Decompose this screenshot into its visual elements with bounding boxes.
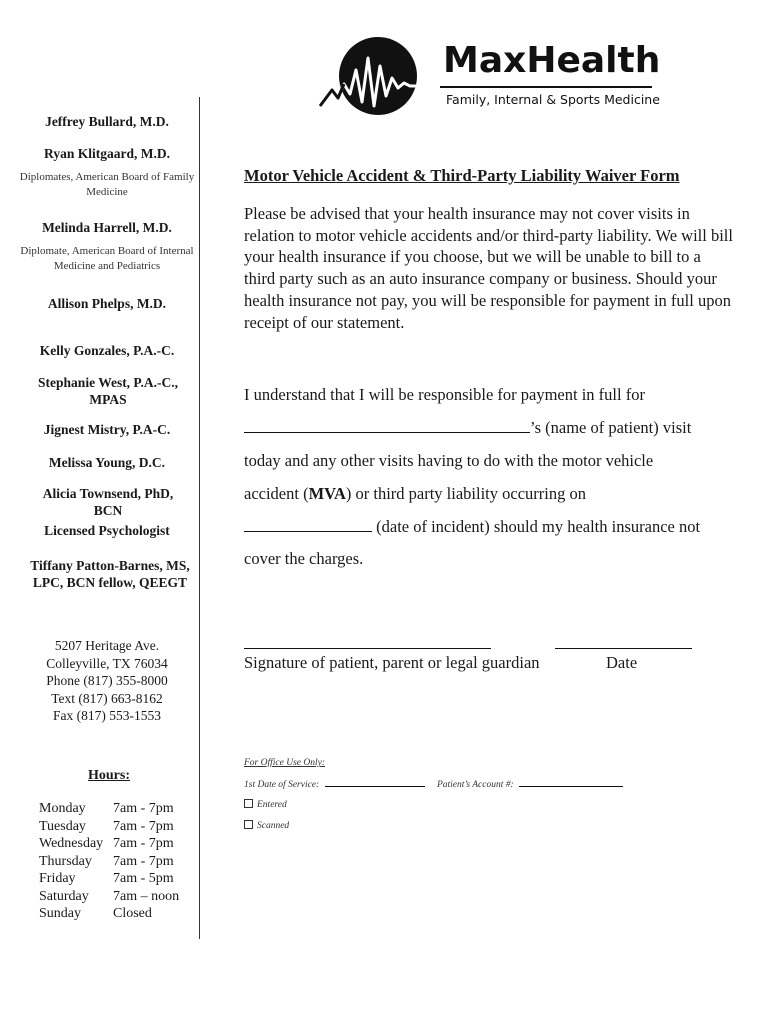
hours-title: Hours: (88, 768, 130, 783)
hours-time: 7am – noon (113, 888, 180, 904)
logo-rule (440, 86, 652, 88)
address-street: 5207 Heritage Ave. (54, 638, 160, 653)
logo-name: MaxHealth (443, 40, 661, 81)
staff-title: Licensed Psychologist (44, 523, 170, 538)
address-text: Text (817) 663-8162 (51, 691, 163, 706)
staff-name: Kelly Gonzales, P.A.-C. (39, 343, 175, 358)
account-label: Patient’s Account #: (436, 780, 514, 790)
hours-row (39, 888, 179, 906)
hours-time: 7am - 7pm (113, 853, 174, 869)
hours-row (39, 800, 179, 818)
staff-name: Jignest Mistry, P.A-C. (43, 422, 171, 437)
hours-row (39, 870, 179, 888)
first-date-field[interactable] (325, 779, 425, 787)
staff-name: Stephanie West, P.A.-C., MPAS (38, 375, 178, 407)
staff-name: Jeffrey Bullard, M.D. (45, 114, 169, 129)
scanned-row (244, 820, 289, 831)
staff-name: Allison Phelps, M.D. (47, 296, 167, 311)
scanned-checkbox[interactable] (244, 820, 253, 829)
hours-row (39, 853, 179, 871)
statement-line-1: I understand that I will be responsible for payment in full for (244, 385, 645, 404)
hours-day: Sunday (39, 906, 81, 921)
account-field[interactable] (519, 779, 623, 787)
staff-credential: Diplomate, American Board of Internal Medicine and Pediatrics (20, 245, 194, 272)
entered-checkbox[interactable] (244, 799, 253, 808)
office-use-row (244, 779, 623, 790)
statement-line-4 (244, 484, 734, 504)
hours-time: 7am - 7pm (113, 836, 174, 851)
hours-day: Monday (39, 801, 86, 816)
statement-line-2-text: ’s (name of patient) visit (530, 418, 692, 437)
first-date-label: 1st Date of Service: (244, 780, 320, 790)
entered-label: Entered (257, 800, 287, 810)
hours-day: Wednesday (39, 836, 104, 851)
hours-time: 7am - 7pm (113, 801, 174, 816)
date-label: Date (606, 653, 638, 672)
date-field[interactable] (555, 648, 692, 649)
hours-row (39, 905, 179, 923)
statement-line-2 (244, 418, 734, 438)
hours-day: Saturday (39, 888, 89, 904)
form-title: Motor Vehicle Accident & Third-Party Liability Waiver Form (244, 166, 680, 185)
intro-paragraph: Please be advised that your health insurance may not cover visits in relation to motor vehicle accidents and/or third-party liability. We will bill your health insurance if you choose, but we will be unable to bill to a third party such as an auto insurance company or business. Should your health insurance not pay, you will be responsible for payment in full upon receipt of our statement. (244, 204, 733, 332)
address-city: Colleyville, TX 76034 (46, 656, 168, 671)
hours-row (39, 818, 179, 836)
statement-line-5 (244, 517, 734, 537)
logo-tagline: Family, Internal & Sports Medicine (446, 92, 660, 107)
hours-day: Tuesday (39, 818, 86, 834)
patient-name-field[interactable] (244, 418, 530, 433)
hours-table (39, 800, 179, 923)
statement-line-5-text: (date of incident) should my health insurance not (372, 517, 701, 536)
staff-name: Melinda Harrell, M.D. (42, 220, 172, 235)
hours-day: Thursday (39, 853, 92, 869)
statement-line-4-prefix: accident ( (244, 484, 309, 503)
staff-name: Tiffany Patton-Barnes, MS, LPC, BCN fellow, QEEGT (30, 558, 190, 590)
statement-line-6: cover the charges. (244, 549, 364, 568)
mva-abbrev: MVA (308, 484, 346, 503)
signature-label: Signature of patient, parent or legal guardian (244, 653, 540, 672)
staff-name: Alicia Townsend, PhD, BCN (42, 486, 174, 518)
entered-row (244, 799, 287, 810)
hours-row (39, 835, 179, 853)
office-use-title: For Office Use Only: (244, 758, 325, 768)
incident-date-field[interactable] (244, 517, 372, 532)
staff-name: Melissa Young, D.C. (48, 455, 166, 470)
hours-time: 7am - 7pm (113, 818, 174, 834)
address-fax: Fax (817) 553-1553 (53, 708, 161, 723)
staff-credential: Diplomates, American Board of Family Medicine (19, 171, 195, 198)
scanned-label: Scanned (257, 821, 290, 831)
staff-name: Ryan Klitgaard, M.D. (44, 146, 170, 161)
statement-line-3: today and any other visits having to do with the motor vehicle (244, 451, 654, 470)
hours-time: Closed (113, 906, 152, 921)
hours-time: 7am - 5pm (113, 871, 174, 886)
logo-mark (318, 36, 438, 116)
signature-field[interactable] (244, 648, 491, 649)
address-phone: Phone (817) 355-8000 (46, 673, 168, 688)
sidebar-divider (199, 97, 200, 939)
statement-line-4-suffix: ) or third party liability occurring on (345, 484, 586, 503)
hours-day: Friday (39, 871, 76, 886)
